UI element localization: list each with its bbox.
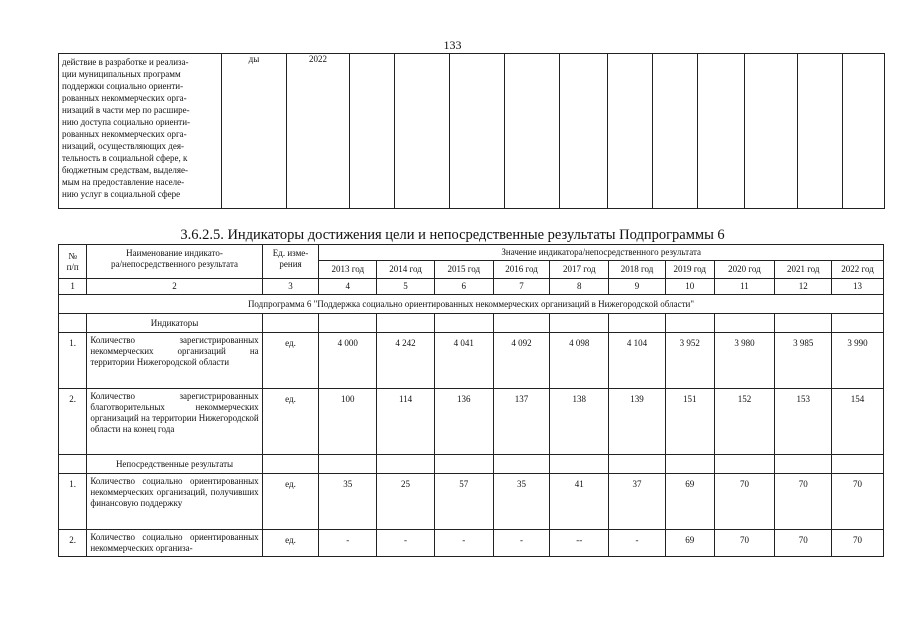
fragment-desc-line: рованных некоммерческих орга-	[62, 129, 187, 139]
column-number: 1	[59, 279, 87, 295]
row-unit: ед.	[262, 389, 319, 455]
empty-cell	[550, 455, 609, 474]
empty-cell	[377, 314, 435, 333]
column-number: 4	[319, 279, 377, 295]
column-number: 6	[434, 279, 493, 295]
section-label: Индикаторы	[87, 314, 262, 333]
column-number: 9	[609, 279, 666, 295]
column-number: 2	[87, 279, 262, 295]
fragment-desc-line: низаций, осуществляющих дея-	[62, 141, 185, 151]
row-value: 35	[493, 474, 550, 530]
year-header: 2020 год	[714, 261, 775, 279]
column-number: 10	[665, 279, 714, 295]
row-value: 4 000	[319, 333, 377, 389]
row-value: 57	[434, 474, 493, 530]
fragment-desc-line: действие в разработке и реализа-	[62, 57, 189, 67]
row-value: 4 242	[377, 333, 435, 389]
year-header: 2013 год	[319, 261, 377, 279]
fragment-desc-line: тельность в социальной сфере, к	[62, 153, 188, 163]
row-value: 138	[550, 389, 609, 455]
fragment-year: 2022	[287, 54, 350, 209]
year-header: 2022 год	[832, 261, 884, 279]
row-value: 3 990	[832, 333, 884, 389]
row-value: 25	[377, 474, 435, 530]
row-unit: ед.	[262, 474, 319, 530]
row-name: Количество социально ориентированных некоммерческих организаций, получивших финансовую поддержку	[87, 474, 262, 530]
row-number: 1.	[59, 333, 87, 389]
column-number: 5	[377, 279, 435, 295]
fragment-desc-line: ции муниципальных программ	[62, 69, 181, 79]
row-value: -	[434, 530, 493, 557]
year-header: 2014 год	[377, 261, 435, 279]
empty-cell	[434, 455, 493, 474]
row-value: 136	[434, 389, 493, 455]
empty-cell	[609, 455, 666, 474]
year-header: 2017 год	[550, 261, 609, 279]
row-value: -	[493, 530, 550, 557]
year-header: 2021 год	[775, 261, 832, 279]
row-name: Количество зарегистрированных некоммерческих организаций на территории Нижегородской области	[87, 333, 262, 389]
row-value: -	[377, 530, 435, 557]
row-value: 4 092	[493, 333, 550, 389]
fragment-desc-line: рованных некоммерческих орга-	[62, 93, 187, 103]
fragment-desc-line: поддержки социально ориенти-	[62, 81, 184, 91]
row-value: 70	[714, 530, 775, 557]
row-value: 137	[493, 389, 550, 455]
row-value: 139	[609, 389, 666, 455]
fragment-desc-line: мым на предоставление населе-	[62, 177, 185, 187]
table-row	[59, 389, 884, 455]
table-row	[59, 474, 884, 530]
row-value: 69	[665, 530, 714, 557]
column-number: 7	[493, 279, 550, 295]
row-value: 41	[550, 474, 609, 530]
empty-cell	[832, 314, 884, 333]
empty-cell	[775, 314, 832, 333]
fragment-desc-line: низаций в части мер по расшире-	[62, 105, 190, 115]
column-number: 11	[714, 279, 775, 295]
row-value: 114	[377, 389, 435, 455]
row-name: Количество зарегистрированных благотворительных некоммерческих организаций на территории Нижегородской области на конец года	[87, 389, 262, 455]
row-value: 69	[665, 474, 714, 530]
empty-cell	[59, 455, 87, 474]
row-unit: ед.	[262, 333, 319, 389]
header-values: Значение индикатора/непосредственного результата	[319, 245, 884, 261]
row-value: 70	[832, 530, 884, 557]
column-number: 3	[262, 279, 319, 295]
empty-cell	[434, 314, 493, 333]
row-value: 4 041	[434, 333, 493, 389]
empty-cell	[665, 455, 714, 474]
row-value: 153	[775, 389, 832, 455]
row-value: 70	[832, 474, 884, 530]
row-value: 3 985	[775, 333, 832, 389]
row-number: 2.	[59, 530, 87, 557]
row-value: 4 104	[609, 333, 666, 389]
column-number: 12	[775, 279, 832, 295]
row-value: 3 980	[714, 333, 775, 389]
empty-cell	[775, 455, 832, 474]
row-value: 37	[609, 474, 666, 530]
empty-cell	[609, 314, 666, 333]
empty-cell	[377, 455, 435, 474]
row-value: 154	[832, 389, 884, 455]
fragment-desc-line: нию услуг в социальной сфере	[62, 189, 181, 199]
fragment-desc-line: нию доступа социально ориенти-	[62, 117, 191, 127]
table-row	[59, 333, 884, 389]
row-value: 70	[714, 474, 775, 530]
row-number: 2.	[59, 389, 87, 455]
fragment-desc-line: бюджетным средствам, выделяе-	[62, 165, 188, 175]
empty-cell	[319, 455, 377, 474]
row-value: 151	[665, 389, 714, 455]
empty-cell	[262, 314, 319, 333]
row-value: 3 952	[665, 333, 714, 389]
column-number: 13	[832, 279, 884, 295]
empty-cell	[832, 455, 884, 474]
header-name: Наименование индикато- ра/непосредственного результата	[87, 245, 262, 279]
top-table-fragment	[58, 53, 885, 209]
column-number: 8	[550, 279, 609, 295]
row-value: -	[609, 530, 666, 557]
row-value: --	[550, 530, 609, 557]
row-value: -	[319, 530, 377, 557]
table-row	[59, 530, 884, 557]
section-title: 3.6.2.5. Индикаторы достижения цели и непосредственные результаты Подпрограммы 6	[180, 227, 725, 243]
row-name: Количество социально ориентированных некоммерческих организа-	[87, 530, 262, 557]
subprogram-row: Подпрограмма 6 "Поддержка социально ориентированных некоммерческих организаций в Нижегородской области"	[59, 295, 884, 314]
empty-cell	[550, 314, 609, 333]
fragment-description	[59, 54, 222, 209]
row-unit: ед.	[262, 530, 319, 557]
year-header: 2015 год	[434, 261, 493, 279]
row-value: 100	[319, 389, 377, 455]
empty-cell	[319, 314, 377, 333]
empty-cell	[262, 455, 319, 474]
row-number: 1.	[59, 474, 87, 530]
row-value: 70	[775, 530, 832, 557]
empty-cell	[714, 455, 775, 474]
empty-cell	[59, 314, 87, 333]
year-header: 2016 год	[493, 261, 550, 279]
row-value: 35	[319, 474, 377, 530]
indicators-table	[58, 244, 884, 557]
header-unit: Ед. изме- рения	[262, 245, 319, 279]
page-number: 133	[443, 38, 462, 52]
header-num: № п/п	[59, 245, 87, 279]
row-value: 4 098	[550, 333, 609, 389]
empty-cell	[493, 314, 550, 333]
empty-cell	[493, 455, 550, 474]
year-header: 2018 год	[609, 261, 666, 279]
empty-cell	[665, 314, 714, 333]
row-value: 70	[775, 474, 832, 530]
empty-cell	[714, 314, 775, 333]
row-value: 152	[714, 389, 775, 455]
fragment-unit: ды	[222, 54, 287, 209]
year-header: 2019 год	[665, 261, 714, 279]
section-label: Непосредственные результаты	[87, 455, 262, 474]
